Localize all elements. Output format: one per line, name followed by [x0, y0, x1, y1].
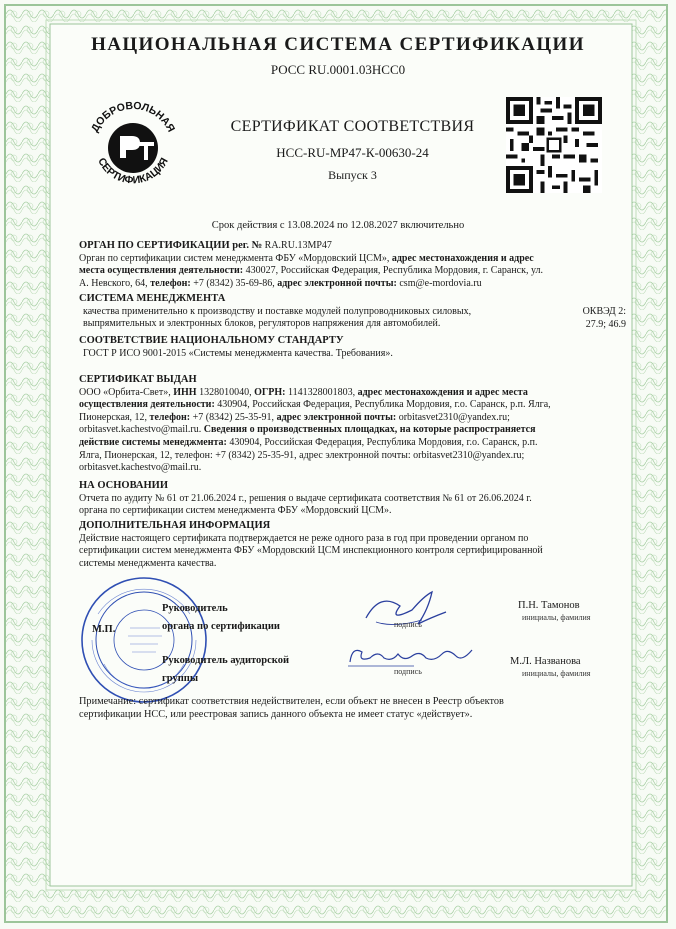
validity-period: Срок действия с 13.08.2024 по 12.08.2027 включительно	[211, 220, 465, 231]
text-line: +7 (8342) 25-35-91,	[190, 411, 277, 423]
signatory-name: М.Л. Названова	[510, 656, 581, 667]
text-line: органа по сертификации систем менеджмента ФБУ «Мордовский ЦСМ».	[79, 505, 392, 517]
text-label: ОГРН:	[254, 386, 286, 398]
section-standard	[79, 335, 616, 360]
seal-place-label: М.П.	[92, 624, 116, 635]
section-issued-to	[79, 374, 616, 475]
text-label: места осуществления деятельности:	[79, 265, 244, 277]
text-line: Примечание: сертификат соответствия недействителен, если объект не внесен в Реестр объектов	[79, 696, 504, 707]
email-value: orbitasvet2310@yandex.ru;	[396, 411, 510, 423]
text-line: Действие настоящего сертификата подтверждается не реже одного раза в год при проведении органом по	[79, 532, 529, 544]
signatory-role: Руководитель аудиторской	[162, 655, 290, 666]
accreditation-number: RA.RU.13МР47	[262, 240, 332, 251]
text-line: ГОСТ Р ИСО 9001-2015 «Системы менеджмента качества. Требования».	[83, 347, 393, 359]
text-line: 430904, Российская Федерация, Республика Мордовия, г.о. Саранск, р.п.	[226, 436, 538, 448]
head-audit-group	[162, 652, 342, 688]
section-heading: СИСТЕМА МЕНЕДЖМЕНТА	[79, 293, 226, 304]
text-line: А. Невского, 64,	[79, 277, 151, 289]
certificate-title: СЕРТИФИКАТ СООТВЕТСТВИЯ	[230, 118, 475, 135]
qr-code	[506, 97, 602, 193]
text-line: качества применительно к производству и поставке модулей полупроводниковых силовых,	[83, 305, 472, 317]
signature-caption: подпись	[394, 620, 422, 629]
section-heading: СЕРТИФИКАТ ВЫДАН	[79, 374, 197, 385]
svg-text:ДОБРОВОЛЬНАЯ: ДОБРОВОЛЬНАЯ	[88, 99, 178, 135]
section-certification-body	[79, 240, 616, 290]
certificate-number: НСС-RU-МР47-К-00630-24	[276, 145, 429, 160]
section-management-system	[79, 293, 549, 331]
text-line: 430904, Российская Федерация, Республика Мордовия, г.о. Саранск, р.п. Ялга,	[214, 399, 551, 411]
signatory-role: группы	[162, 673, 199, 684]
text-line: выпрямительных и электронных блоков, регуляторов напряжения для автомобилей.	[83, 318, 441, 330]
text-line: 430027, Российская Федерация, Республика Мордовия, г. Саранск, ул.	[243, 265, 544, 277]
section-heading: НА ОСНОВАНИИ	[79, 480, 169, 491]
text-label: адрес электронной почты:	[277, 277, 397, 289]
okved-label: ОКВЭД 2:	[582, 306, 626, 317]
rst-certification-logo	[82, 96, 184, 198]
section-heading: ОРГАН ПО СЕРТИФИКАЦИИ рег. №	[79, 240, 263, 251]
text-label: телефон:	[150, 277, 191, 289]
text-line: 1141328001803,	[285, 386, 358, 398]
section-heading: ДОПОЛНИТЕЛЬНАЯ ИНФОРМАЦИЯ	[79, 520, 271, 531]
email-value: orbitasvet.kachestvo@mail.ru.	[79, 462, 202, 474]
system-title: НАЦИОНАЛЬНАЯ СИСТЕМА СЕРТИФИКАЦИИ	[91, 34, 585, 55]
text-label: ИНН	[173, 386, 197, 398]
certificate-issue: Выпуск 3	[328, 168, 377, 182]
name-caption: инициалы, фамилия	[522, 613, 591, 622]
email-value: orbitasvet.kachestvo@mail.ru.	[79, 424, 204, 436]
certificate-note	[79, 696, 616, 721]
text-label: адрес электронной почты:	[276, 411, 397, 423]
text-label: телефон:	[149, 411, 191, 423]
text-line: Отчета по аудиту № 61 от 21.06.2024 г., решения о выдаче сертификата соответствия № 61 от 26.06.2024 г.	[79, 492, 532, 504]
signature-caption: подпись	[394, 667, 422, 676]
text-line: 1328010040,	[196, 386, 255, 398]
email-value: csm@e-mordovia.ru	[396, 277, 482, 289]
text-line: +7 (8342) 35-69-86,	[190, 277, 278, 289]
svg-text:СЕРТИФИКАЦИЯ: СЕРТИФИКАЦИЯ	[95, 155, 171, 187]
text-label: Сведения о производственных площадках, на которые распространяется	[203, 424, 536, 436]
text-line: системы менеджмента качества.	[79, 557, 217, 569]
section-heading: СООТВЕТСТВИЕ НАЦИОНАЛЬНОМУ СТАНДАРТУ	[79, 335, 344, 346]
signature-nazvanova	[344, 640, 476, 670]
okved-codes	[566, 306, 626, 331]
text-line: ООО «Орбита-Свет»,	[79, 386, 174, 398]
okved-value: 27.9; 46.9	[585, 318, 626, 330]
text-line: сертификации НСС, или реестровая запись данного объекта не имеет статус «действует».	[79, 708, 473, 720]
signatory-role: Руководитель	[162, 603, 228, 614]
text-line: Орган по сертификации систем менеджмента ФБУ «Мордовский ЦСМ»,	[79, 252, 392, 264]
signatory-name: П.Н. Тамонов	[518, 600, 580, 611]
section-additional-info	[79, 520, 616, 570]
text-line: сертификации систем менеджмента ФБУ «Мордовский ЦСМ инспекционного контроля сертифицированной	[79, 545, 543, 557]
text-label: действие системы менеджмента:	[79, 436, 227, 448]
text-label: осуществления деятельности:	[79, 399, 215, 411]
text-label: адрес местонахождения и адрес	[391, 252, 534, 264]
text-label: адрес местонахождения и адрес места	[357, 386, 528, 398]
text-line: Пионерская, 12,	[79, 411, 150, 423]
registry-number: РОСС RU.0001.03НСС0	[270, 62, 406, 77]
section-basis	[79, 480, 616, 518]
text-line: Ялга, Пионерская, 12, телефон: +7 (8342) 25-35-91, адрес электронной почты: orbitasvet2310@yandex.ru;	[79, 449, 525, 461]
name-caption: инициалы, фамилия	[522, 669, 591, 678]
signatory-role: органа по сертификации	[162, 621, 280, 632]
head-certification-body	[162, 600, 322, 636]
